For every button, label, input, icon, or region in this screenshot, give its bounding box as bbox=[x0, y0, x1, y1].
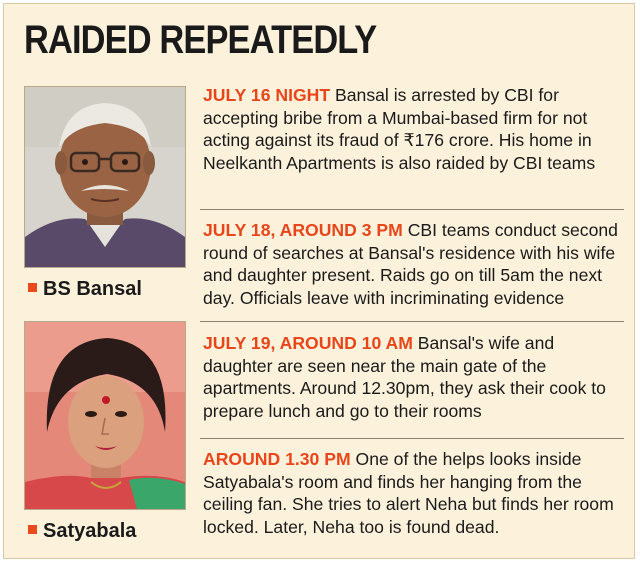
entry-date: JULY 19, AROUND 10 AM bbox=[203, 333, 413, 353]
bansal-caption-text: BS Bansal bbox=[43, 278, 142, 300]
satyabala-portrait bbox=[25, 322, 185, 509]
timeline-entry bbox=[203, 84, 619, 174]
bullet-icon bbox=[28, 525, 37, 534]
bullet-icon bbox=[28, 283, 37, 292]
divider bbox=[200, 209, 624, 210]
bansal-caption bbox=[28, 278, 142, 301]
entry-date: JULY 18, AROUND 3 PM bbox=[203, 220, 403, 240]
timeline-entry bbox=[203, 219, 619, 309]
entry-date: AROUND 1.30 PM bbox=[203, 449, 351, 469]
bansal-portrait bbox=[25, 87, 185, 267]
timeline-entry bbox=[203, 332, 619, 422]
headline: RAIDED REPEATEDLY bbox=[24, 18, 377, 62]
entry-body: Bansal's wife and daughter are seen near the main gate of the apartments. Around 12.30pm, they ask their cook to prepare lunch and go to their rooms bbox=[203, 333, 606, 421]
entry-date: JULY 16 NIGHT bbox=[203, 85, 331, 105]
entry-body: Bansal is arrested by CBI for accepting bribe from a Mumbai-based firm for not acting against its fraud of ₹176 crore. His home in Neelkanth Apartments is also raided by CBI teams bbox=[203, 85, 596, 173]
entry-body: One of the helps looks inside Satyabala's room and finds her hanging from the ceiling fan. She tries to alert Neha but finds her room locked. Later, Neha too is found dead. bbox=[203, 449, 614, 537]
infographic-panel bbox=[3, 3, 635, 559]
bansal-photo bbox=[24, 86, 186, 268]
timeline-entry bbox=[203, 448, 619, 538]
divider bbox=[200, 321, 624, 322]
entry-body: CBI teams conduct second round of searches at Bansal's residence with his wife and daughter present. Raids go on till 5am the next day. Officials leave with incriminating evidence bbox=[203, 220, 618, 308]
satyabala-caption-text: Satyabala bbox=[43, 520, 137, 542]
satyabala-photo bbox=[24, 321, 186, 510]
divider bbox=[200, 438, 624, 439]
satyabala-caption bbox=[28, 520, 136, 543]
